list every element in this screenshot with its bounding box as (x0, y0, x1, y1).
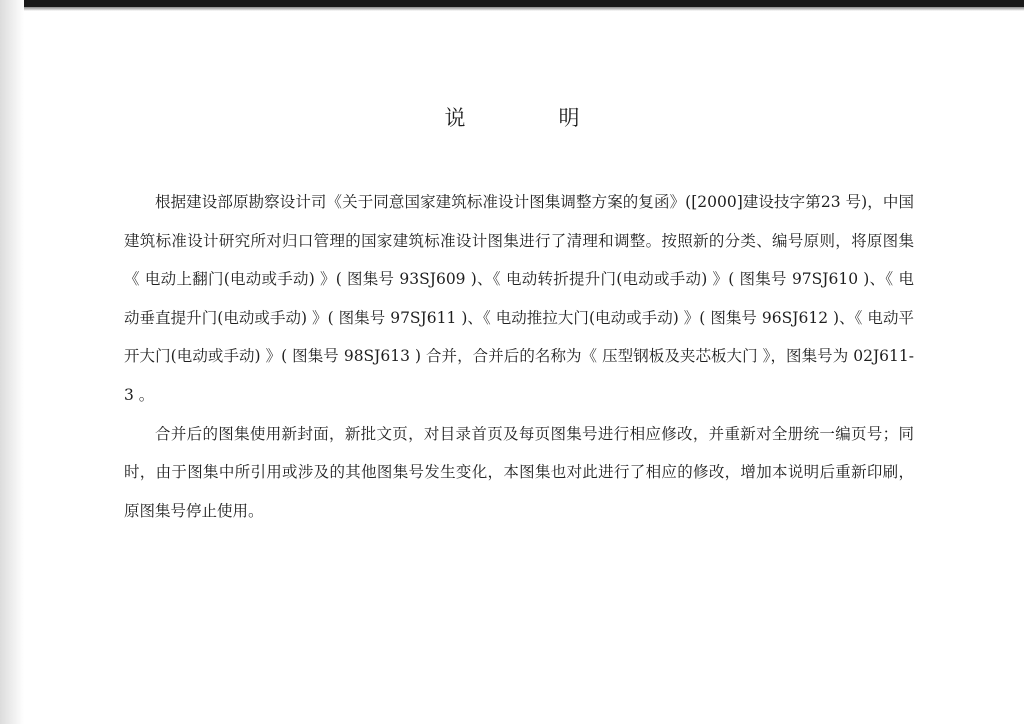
paragraph-2: 合并后的图集使用新封面，新批文页，对目录首页及每页图集号进行相应修改，并重新对全册统一编页号；同时，由于图集中所引用或涉及的其他图集号发生变化，本图集也对此进行了相应的修改，增加本说明后重新印刷，原图集号停止使用。 (124, 424, 914, 520)
document-title: 说 明 (444, 106, 616, 130)
document-body (124, 183, 914, 530)
scan-top-shadow (0, 7, 1024, 11)
scan-top-edge (0, 0, 1024, 7)
paragraph-1: 根据建设部原勘察设计司《关于同意国家建筑标准设计图集调整方案的复函》([2000]建设技字第23 号)，中国建筑标准设计研究所对归口管理的国家建筑标准设计图集进行了清理和调整。按照新的分类、编号原则，将原图集《 电动上翻门(电动或手动) 》( 图集号 93SJ609 )、《 电动转折提升门(电动或手动) 》( 图集号 97SJ610 )、《 电动垂直提升门(电动或手动) 》( 图集号 97SJ611 )、《 电动推拉大门(电动或手动) 》( 图集号 96SJ612 )、《 电动平开大门(电动或手动) 》( 图集号 98SJ613 ) 合并，合并后的名称为《 压型钢板及夹芯板大门 》，图集号为 02J611-3 。 (124, 193, 914, 404)
bleed-through-text (178, 553, 658, 577)
